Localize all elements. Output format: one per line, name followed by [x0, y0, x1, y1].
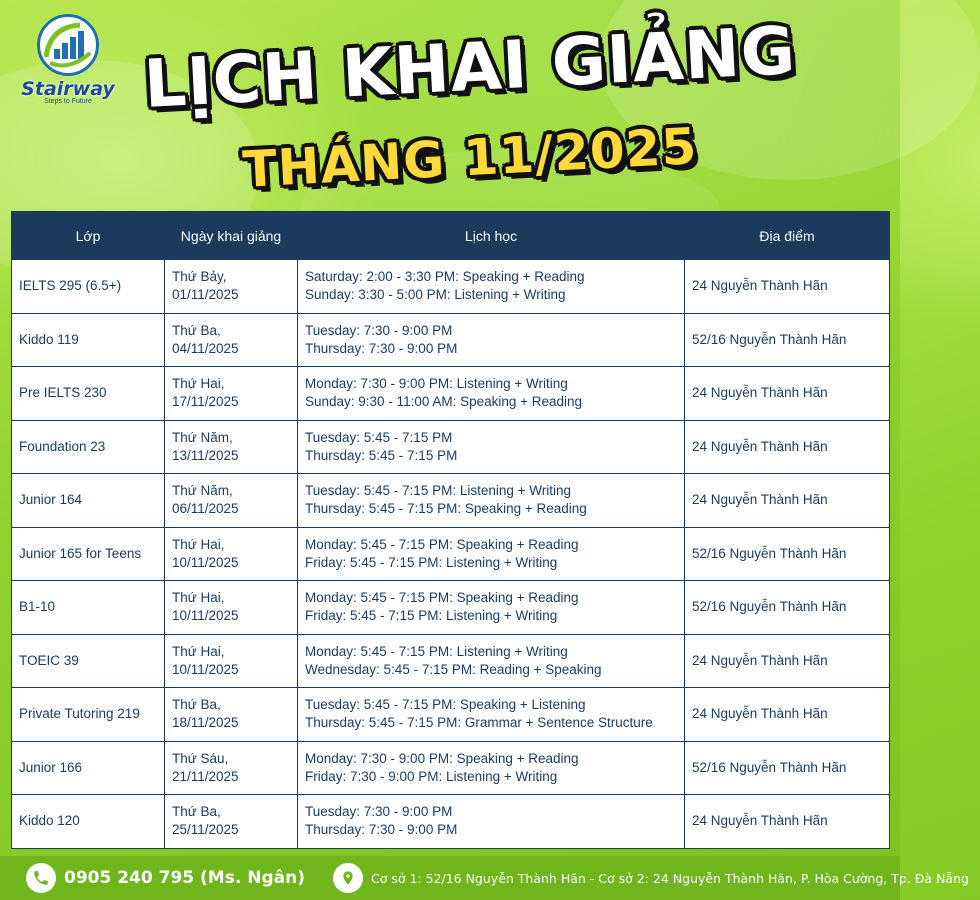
start-date: 10/11/2025 [172, 661, 239, 677]
table-row [12, 313, 890, 367]
start-weekday: Thứ Hai, [172, 590, 225, 606]
schedule-line-1: Monday: 5:45 - 7:15 PM: Speaking + Reading [305, 590, 579, 606]
table-row [12, 741, 890, 795]
schedule-line-1: Saturday: 2:00 - 3:30 PM: Speaking + Reading [305, 269, 585, 285]
start-date-cell [165, 581, 298, 635]
schedule-line-1: Tuesday: 5:45 - 7:15 PM: Speaking + Listening [305, 697, 586, 713]
page-subtitle: THÁNG 11/2025 [241, 117, 699, 199]
class-name-cell: Junior 165 for Teens [12, 527, 165, 581]
schedule-cell [298, 581, 685, 635]
location-pin-icon [333, 863, 363, 893]
start-date-cell [165, 420, 298, 474]
start-weekday: Thứ Ba, [172, 804, 221, 820]
start-date-cell [165, 367, 298, 421]
schedule-table [11, 211, 890, 849]
schedule-line-2: Friday: 7:30 - 9:00 PM: Listening + Writing [305, 768, 558, 784]
class-name-cell: Private Tutoring 219 [12, 688, 165, 742]
schedule-line-1: Tuesday: 7:30 - 9:00 PM [305, 322, 453, 338]
start-date-cell [165, 795, 298, 849]
table-row [12, 367, 890, 421]
location-cell: 24 Nguyễn Thành Hãn [685, 474, 890, 528]
brand-name: Stairway [21, 78, 115, 100]
class-name-cell: Pre IELTS 230 [12, 367, 165, 421]
column-header-schedule: Lịch học [298, 212, 685, 260]
start-date: 13/11/2025 [172, 447, 239, 463]
start-weekday: Thứ Ba, [172, 322, 221, 338]
schedule-line-2: Thursday: 7:30 - 9:00 PM [305, 822, 458, 838]
table-row [12, 795, 890, 849]
schedule-line-2: Sunday: 9:30 - 11:00 AM: Speaking + Reading [305, 394, 583, 410]
schedule-line-2: Friday: 5:45 - 7:15 PM: Listening + Writing [305, 608, 558, 624]
schedule-line-1: Tuesday: 5:45 - 7:15 PM [305, 429, 453, 445]
schedule-line-2: Wednesday: 5:45 - 7:15 PM: Reading + Speaking [305, 661, 602, 677]
schedule-cell [298, 260, 685, 314]
schedule-line-1: Monday: 7:30 - 9:00 PM: Listening + Writing [305, 376, 568, 392]
start-date: 18/11/2025 [172, 715, 239, 731]
location-cell: 52/16 Nguyễn Thành Hãn [685, 527, 890, 581]
brand-tagline: Steps to Future [44, 98, 92, 105]
start-date-cell [165, 741, 298, 795]
start-date-cell [165, 260, 298, 314]
schedule-line-2: Thursday: 5:45 - 7:15 PM: Grammar + Sentence Structure [305, 715, 653, 731]
location-cell: 24 Nguyễn Thành Hãn [685, 260, 890, 314]
schedule-cell [298, 795, 685, 849]
table-header-row [12, 212, 890, 260]
start-date: 10/11/2025 [172, 608, 239, 624]
table-row [12, 527, 890, 581]
location-cell: 24 Nguyễn Thành Hãn [685, 634, 890, 688]
schedule-line-1: Monday: 5:45 - 7:15 PM: Speaking + Reading [305, 536, 579, 552]
start-weekday: Thứ Hai, [172, 376, 225, 392]
schedule-cell [298, 474, 685, 528]
table-row [12, 688, 890, 742]
start-date: 25/11/2025 [172, 822, 239, 838]
start-date-cell [165, 634, 298, 688]
start-date-cell [165, 688, 298, 742]
contact-footer [0, 856, 969, 900]
class-name-cell: IELTS 295 (6.5+) [12, 260, 165, 314]
start-date-cell [165, 313, 298, 367]
start-weekday: Thứ Hai, [172, 643, 225, 659]
start-weekday: Thứ Sáu, [172, 750, 229, 766]
class-name-cell: B1-10 [12, 581, 165, 635]
phone-number[interactable]: 0905 240 795 (Ms. Ngân) [64, 868, 305, 888]
start-date: 01/11/2025 [172, 287, 239, 303]
table-row [12, 260, 890, 314]
schedule-line-1: Tuesday: 5:45 - 7:15 PM: Listening + Writing [305, 483, 572, 499]
table-row [12, 634, 890, 688]
start-date: 06/11/2025 [172, 501, 239, 517]
schedule-cell [298, 367, 685, 421]
start-weekday: Thứ Hai, [172, 536, 225, 552]
schedule-line-1: Monday: 5:45 - 7:15 PM: Listening + Writing [305, 643, 568, 659]
start-weekday: Thứ Ba, [172, 697, 221, 713]
start-date-cell [165, 474, 298, 528]
start-date: 10/11/2025 [172, 554, 239, 570]
schedule-cell [298, 313, 685, 367]
location-cell: 52/16 Nguyễn Thành Hãn [685, 581, 890, 635]
schedule-line-2: Thursday: 5:45 - 7:15 PM: Speaking + Reading [305, 501, 587, 517]
schedule-cell [298, 688, 685, 742]
class-name-cell: Kiddo 119 [12, 313, 165, 367]
location-cell: 52/16 Nguyễn Thành Hãn [685, 313, 890, 367]
class-name-cell: Junior 164 [12, 474, 165, 528]
start-date: 21/11/2025 [172, 768, 239, 784]
start-date-cell [165, 527, 298, 581]
page-title: LỊCH KHAI GIẢNG [142, 11, 798, 123]
schedule-cell [298, 420, 685, 474]
class-name-cell: Junior 166 [12, 741, 165, 795]
schedule-cell [298, 634, 685, 688]
start-weekday: Thứ Năm, [172, 429, 233, 445]
start-date: 17/11/2025 [172, 394, 239, 410]
class-name-cell: Foundation 23 [12, 420, 165, 474]
start-weekday: Thứ Năm, [172, 483, 233, 499]
schedule-line-2: Sunday: 3:30 - 5:00 PM: Listening + Writing [305, 287, 566, 303]
location-cell: 24 Nguyễn Thành Hãn [685, 688, 890, 742]
table-row [12, 474, 890, 528]
schedule-line-2: Thursday: 5:45 - 7:15 PM [305, 447, 458, 463]
phone-icon [26, 863, 56, 893]
schedule-cell [298, 741, 685, 795]
location-cell: 24 Nguyễn Thành Hãn [685, 367, 890, 421]
schedule-line-1: Monday: 7:30 - 9:00 PM: Speaking + Reading [305, 750, 579, 766]
location-cell: 24 Nguyễn Thành Hãn [685, 420, 890, 474]
column-header-location: Địa điểm [685, 212, 890, 260]
column-header-start-date: Ngày khai giảng [165, 212, 298, 260]
location-cell: 52/16 Nguyễn Thành Hãn [685, 741, 890, 795]
table-row [12, 581, 890, 635]
table-row [12, 420, 890, 474]
schedule-line-1: Tuesday: 7:30 - 9:00 PM [305, 804, 453, 820]
schedule-cell [298, 527, 685, 581]
column-header-class: Lớp [12, 212, 165, 260]
schedule-line-2: Thursday: 7:30 - 9:00 PM [305, 340, 458, 356]
schedule-line-2: Friday: 5:45 - 7:15 PM: Listening + Writing [305, 554, 558, 570]
address-text: Cơ sở 1: 52/16 Nguyễn Thành Hãn - Cơ sở 2: 24 Nguyễn Thành Hãn, P. Hòa Cường, Tp. Đà Nẵng [370, 870, 969, 886]
class-name-cell: Kiddo 120 [12, 795, 165, 849]
start-date: 04/11/2025 [172, 340, 239, 356]
class-name-cell: TOEIC 39 [12, 634, 165, 688]
location-cell: 24 Nguyễn Thành Hãn [685, 795, 890, 849]
start-weekday: Thứ Bảy, [172, 269, 227, 285]
